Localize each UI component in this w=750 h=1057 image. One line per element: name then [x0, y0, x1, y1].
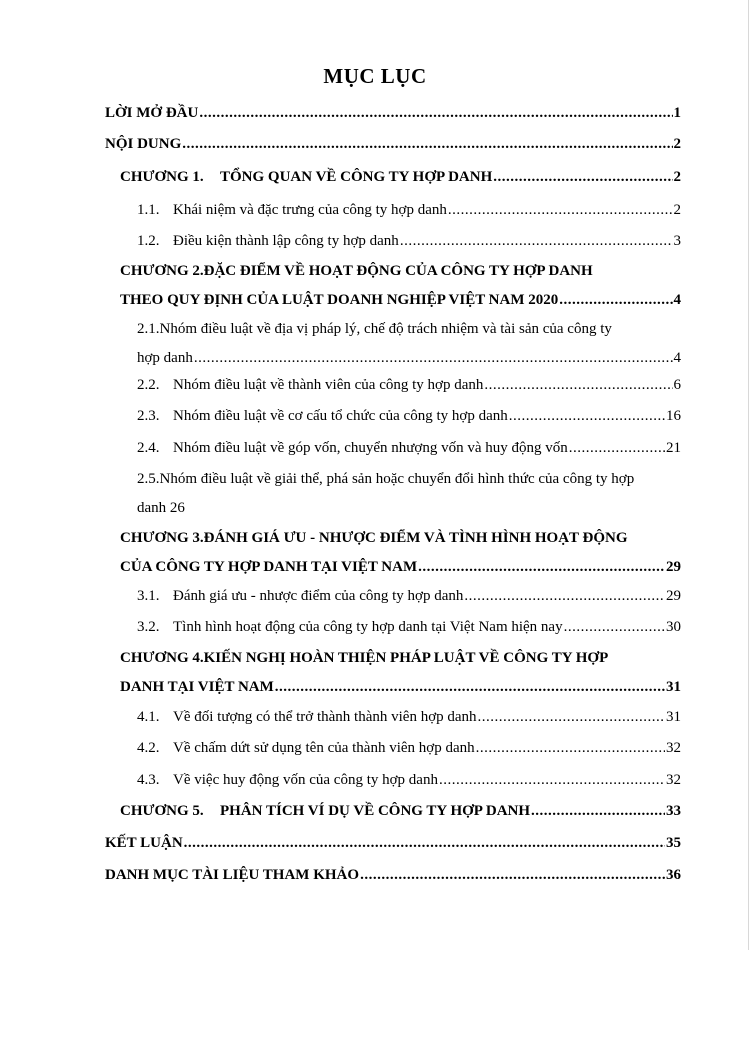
toc-entry-number: 3.2. — [137, 619, 160, 635]
toc-entry-page: 29 — [666, 559, 681, 575]
toc-entry-1-1[interactable] — [137, 196, 681, 224]
page-edge-line — [748, 0, 749, 950]
toc-entry-chuong-3[interactable] — [120, 524, 681, 581]
toc-entry-page: 2 — [673, 136, 681, 152]
toc-entry-4-3[interactable] — [137, 766, 681, 794]
toc-entry-number: 2.3. — [137, 408, 160, 424]
toc-entry-number: 1.2. — [137, 233, 160, 249]
toc-entry-2-4[interactable] — [137, 434, 681, 462]
toc-entry-text-line2: THEO QUY ĐỊNH CỦA LUẬT DOANH NGHIỆP VIỆT NAM 2020 — [120, 292, 559, 308]
toc-entry-page: 2 — [673, 169, 681, 185]
toc-entry-text: Về đối tượng có thể trở thành thành viên hợp danh — [173, 709, 477, 725]
toc-entry-chuong-2[interactable] — [120, 257, 681, 314]
toc-entry-page: 30 — [666, 619, 681, 635]
toc-entry-page: 4 — [673, 292, 681, 308]
toc-entry-text: Điều kiện thành lập công ty hợp danh — [173, 233, 399, 249]
toc-entry-text: Về chấm dứt sử dụng tên của thành viên hợp danh — [173, 740, 475, 756]
toc-entry-page: 35 — [666, 835, 681, 851]
toc-entry-page: 33 — [666, 803, 681, 819]
toc-entry-2-1[interactable] — [137, 315, 681, 372]
toc-entry-page: 4 — [673, 350, 681, 366]
toc-entry-text: Nhóm điều luật về thành viên của công ty hợp danh — [173, 377, 484, 393]
toc-entry-page: 32 — [666, 772, 681, 788]
toc-entry-number: CHƯƠNG 1. — [120, 169, 204, 185]
toc-entry-number: CHƯƠNG 4. — [120, 650, 204, 666]
toc-entry-text: KẾT LUẬN — [105, 835, 183, 851]
toc-entry-text-line2: hợp danh — [137, 350, 193, 366]
toc-entry-text-line2: danh 26 — [137, 500, 185, 516]
toc-entry-2-5[interactable] — [137, 465, 681, 522]
toc-entry-text-line1: ĐÁNH GIÁ ƯU - NHƯỢC ĐIỂM VÀ TÌNH HÌNH HOẠT ĐỘNG — [203, 530, 628, 546]
toc-entry-chuong-1[interactable] — [120, 163, 681, 191]
toc-entry-number: CHƯƠNG 2. — [120, 263, 204, 279]
toc-entry-number: 4.1. — [137, 709, 160, 725]
toc-entry-ket-luan[interactable] — [105, 829, 681, 857]
toc-entry-text: LỜI MỞ ĐẦU — [105, 105, 199, 121]
toc-entry-page: 3 — [673, 233, 681, 249]
toc-entry-2-2[interactable] — [137, 371, 681, 399]
toc-entry-page: 2 — [673, 202, 681, 218]
toc-entry-number: CHƯƠNG 3. — [120, 530, 204, 546]
toc-entry-text: Về việc huy động vốn của công ty hợp danh — [173, 772, 438, 788]
toc-entry-2-3[interactable] — [137, 402, 681, 430]
toc-entry-text-line1: KIẾN NGHỊ HOÀN THIỆN PHÁP LUẬT VỀ CÔNG TY HỢP — [203, 650, 609, 666]
toc-entry-text-line2: DANH TẠI VIỆT NAM — [120, 679, 274, 695]
toc-entry-number: CHƯƠNG 5. — [120, 803, 204, 819]
toc-entry-page: 16 — [666, 408, 681, 424]
toc-entry-number: 4.3. — [137, 772, 160, 788]
toc-entry-tai-lieu-tham-khao[interactable] — [105, 861, 681, 889]
toc-entry-page: 36 — [666, 867, 681, 883]
toc-entry-loi-mo-dau[interactable] — [105, 99, 681, 127]
toc-entry-3-1[interactable] — [137, 582, 681, 610]
toc-entry-text: Khái niệm và đặc trưng của công ty hợp danh — [173, 202, 447, 218]
toc-entry-text: PHÂN TÍCH VÍ DỤ VỀ CÔNG TY HỢP DANH — [220, 803, 531, 819]
toc-entry-text: Tình hình hoạt động của công ty hợp danh tại Việt Nam hiện nay — [173, 619, 563, 635]
toc-entry-page: 29 — [666, 588, 681, 604]
toc-entry-text-line2: CỦA CÔNG TY HỢP DANH TẠI VIỆT NAM — [120, 559, 418, 575]
toc-entry-text: Nhóm điều luật về góp vốn, chuyển nhượng vốn và huy động vốn — [173, 440, 568, 456]
toc-entry-chuong-5[interactable] — [120, 797, 681, 825]
toc-entry-number: 2.1. — [137, 321, 160, 337]
toc-entry-number: 4.2. — [137, 740, 160, 756]
toc-entry-3-2[interactable] — [137, 613, 681, 641]
toc-entry-chuong-4[interactable] — [120, 644, 681, 701]
toc-entry-page: 31 — [666, 679, 681, 695]
toc-entry-number: 2.5. — [137, 471, 160, 487]
toc-entry-page: 21 — [666, 440, 681, 456]
toc-entry-number: 2.4. — [137, 440, 160, 456]
toc-entry-number: 1.1. — [137, 202, 160, 218]
toc-entry-text-line1: Nhóm điều luật về địa vị pháp lý, chế độ trách nhiệm và tài sản của công ty — [159, 321, 612, 337]
toc-entry-page: 32 — [666, 740, 681, 756]
toc-entry-1-2[interactable] — [137, 227, 681, 255]
toc-entry-4-2[interactable] — [137, 734, 681, 762]
toc-entry-4-1[interactable] — [137, 703, 681, 731]
toc-entry-text: TỔNG QUAN VỀ CÔNG TY HỢP DANH — [220, 169, 493, 185]
toc-entry-page: 31 — [666, 709, 681, 725]
toc-entry-text-line1: Nhóm điều luật về giải thể, phá sản hoặc chuyển đổi hình thức của công ty hợp — [159, 471, 635, 487]
toc-entry-text-line1: ĐẶC ĐIỂM VỀ HOẠT ĐỘNG CỦA CÔNG TY HỢP DANH — [203, 263, 593, 279]
toc-entry-text: DANH MỤC TÀI LIỆU THAM KHẢO — [105, 867, 360, 883]
toc-entry-noi-dung[interactable] — [105, 130, 681, 158]
toc-entry-page: 6 — [673, 377, 681, 393]
toc-entry-number: 3.1. — [137, 588, 160, 604]
toc-entry-page: 1 — [673, 105, 681, 121]
toc-entry-text: Đánh giá ưu - nhược điểm của công ty hợp danh — [173, 588, 464, 604]
page-title: MỤC LỤC — [323, 64, 427, 88]
toc-entry-text: Nhóm điều luật về cơ cấu tổ chức của công ty hợp danh — [173, 408, 508, 424]
toc-entry-text: NỘI DUNG — [105, 136, 182, 152]
toc-entry-number: 2.2. — [137, 377, 160, 393]
